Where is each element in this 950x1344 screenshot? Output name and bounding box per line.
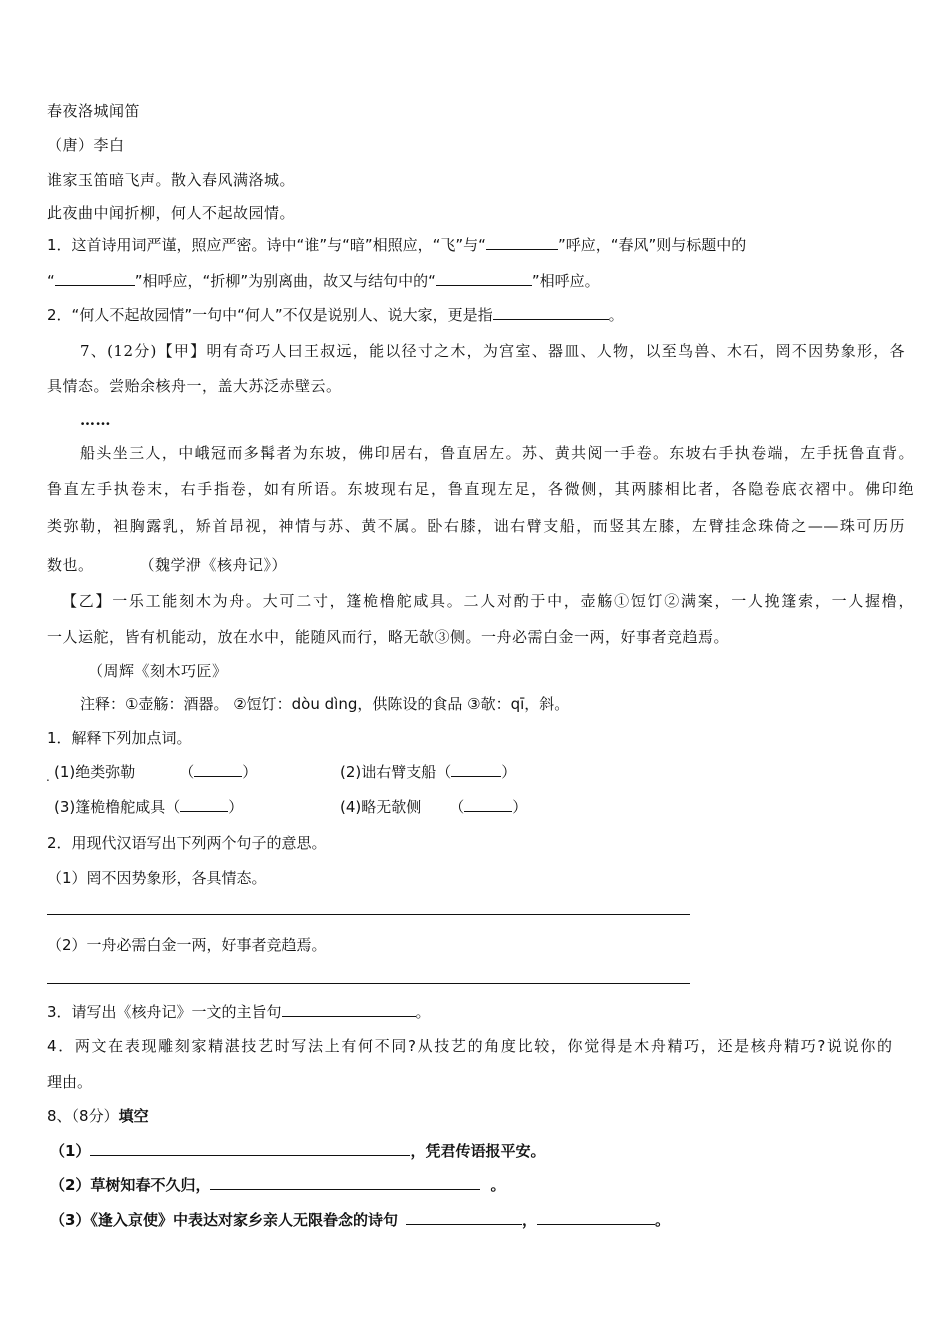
poem-question-1-line-1 — [47, 235, 746, 255]
q1-text-a: 1．这首诗用词严谨，照应严密。诗中“谁”与“暗”相照应，“飞”与“ — [47, 236, 486, 254]
q7-jia-line-1: 7、(12分)【甲】明有奇巧人曰王叔远，能以径寸之木，为宫室、器皿、人物，以至鸟兽、木石，罔不因势象形，各 — [80, 342, 905, 360]
q7-jia-line-5: 类弥勒，袒胸露乳，矫首昂视，神情与苏、黄不属。卧右膝，诎右臂支船，而竖其左膝，左臂挂念珠倚之——珠可历历 — [47, 517, 905, 535]
q7-word-1-blank[interactable] — [194, 762, 242, 777]
paren-close: ） — [242, 763, 258, 781]
q7-word-2-text: (2)诎右臂支船（ — [340, 763, 452, 781]
q8-fill-1-text: ，凭君传语报平安。 — [410, 1142, 546, 1160]
paren-open: （ — [179, 763, 195, 781]
q8-fill-3-comma: ， — [521, 1211, 537, 1229]
q7-word-4 — [340, 797, 527, 817]
q7-word-2-blank[interactable] — [451, 762, 501, 777]
q2-end: 。 — [608, 306, 624, 324]
q8-fill-3-blank-2[interactable] — [537, 1210, 655, 1225]
poem-title: 春夜洛城闻笛 — [47, 102, 141, 120]
q8-fill-2-end: 。 — [490, 1176, 506, 1194]
q7-yi-line-1: 【乙】一乐工能刻木为舟。大可二寸，篷桅橹舵咸具。二人对酌于中，壶觞①饾饤②满案，一人挽篷索，一人握橹， — [62, 592, 914, 610]
paren-close: ） — [501, 763, 517, 781]
q1-text-c: “ — [47, 272, 55, 290]
q8-fill-2-blank[interactable] — [210, 1175, 480, 1190]
q8-fill-3-end: 。 — [654, 1211, 670, 1229]
q7-sub-3-end: 。 — [415, 1003, 431, 1021]
q1-text-b: ”呼应，“春风”则与标题中的 — [557, 236, 747, 254]
q8-fill-3-text: （3）《逢入京使》中表达对家乡亲人无限眷念的诗句 — [50, 1211, 398, 1229]
q7-jia-line-6 — [47, 555, 287, 575]
q7-jia-line-4: 鲁直左手执卷末，右手指卷，如有所语。东坡现右足，鲁直现左足，各微侧，其两膝相比者，各隐卷底衣褶中。佛印绝 — [47, 480, 914, 498]
q1-text-e: ”相呼应。 — [531, 272, 600, 290]
q7-notes: 注释：①壶觞：酒器。 ②饾饤：dòu dìng，供陈设的食品 ③欹：qī，斜。 — [80, 695, 570, 713]
q8-fill-2 — [50, 1175, 505, 1195]
q8-heading — [47, 1106, 149, 1126]
q1-blank-3[interactable] — [436, 271, 532, 286]
q7-sub-2: 2．用现代汉语写出下列两个句子的意思。 — [47, 834, 327, 852]
q7-sentence-2: （2）一舟必需白金一两，好事者竞趋焉。 — [47, 936, 327, 954]
answer-line-1[interactable] — [47, 914, 690, 915]
q7-jia-line-3: 船头坐三人，中峨冠而多髯者为东坡，佛印居右，鲁直居左。苏、黄共阅一手卷。东坡右手执卷端，左手抚鲁直背。 — [80, 444, 914, 462]
q8-fill-1 — [50, 1141, 545, 1161]
q2-blank[interactable] — [493, 305, 609, 320]
q7-word-1-text: (1)绝类弥勒 — [54, 763, 136, 781]
poem-question-2 — [47, 305, 624, 325]
q7-word-3-text: (3)篷桅橹舵咸具（ — [54, 798, 181, 816]
q7-ellipsis: …… — [80, 411, 111, 429]
q7-word-3-blank[interactable] — [180, 797, 228, 812]
q1-blank-1[interactable] — [486, 235, 558, 250]
paren-close: ） — [512, 798, 528, 816]
q1-text-d: ”相呼应，“折柳”为别离曲，故又与结句中的“ — [134, 272, 436, 290]
q7-sub-1: 1．解释下列加点词。 — [47, 729, 192, 747]
q7-yi-source: （周辉《刻木巧匠》 — [88, 662, 228, 680]
paren-close: ） — [228, 798, 244, 816]
q7-word-2 — [340, 762, 516, 782]
q8-fill-3 — [50, 1210, 670, 1230]
q7-sub-4-line-2: 理由。 — [47, 1073, 93, 1091]
q7-yi-line-2: 一人运舵，皆有机能动，放在水中，能随风而行，略无欹③侧。一舟必需白金一两，好事者竞趋焉。 — [47, 628, 730, 646]
q2-text: 2．“何人不起故园情”一句中“何人”不仅是说别人、说大家，更是指 — [47, 306, 493, 324]
poem-line-1: 谁家玉笛暗飞声。散入春风满洛城。 — [47, 171, 296, 189]
q7-sub-3-blank[interactable] — [282, 1002, 416, 1017]
q7-jia-source: （魏学洢《核舟记》） — [139, 556, 288, 574]
q8-heading-text: 8、（8分） — [47, 1107, 119, 1125]
q1-blank-2[interactable] — [55, 271, 135, 286]
q7-sentence-1: （1）罔不因势象形，各具情态。 — [47, 869, 267, 887]
q7-word-3 — [54, 797, 243, 817]
bullet-dot: . — [46, 770, 50, 784]
q7-sub-3 — [47, 1002, 431, 1022]
q8-fill-1-blank[interactable] — [90, 1141, 410, 1156]
poem-line-2: 此夜曲中闻折柳，何人不起故园情。 — [47, 204, 296, 222]
q7-jia-line-2: 具情态。尝贻余核舟一，盖大苏泛赤壁云。 — [47, 377, 342, 395]
q7-sub-4-line-1: 4．两文在表现雕刻家精湛技艺时写法上有何不同?从技艺的角度比较，你觉得是木舟精巧，还是核舟精巧?说说你的 — [47, 1037, 892, 1055]
q7-word-4-blank[interactable] — [464, 797, 512, 812]
q8-fill-3-blank-1[interactable] — [406, 1210, 522, 1225]
q7-word-1 — [54, 762, 257, 782]
paren-open: （ — [449, 798, 465, 816]
q7-jia-line-6-text: 数也。 — [47, 556, 94, 574]
q7-sub-3-text: 3．请写出《核舟记》一文的主旨句 — [47, 1003, 282, 1021]
q8-fill-1-num: （1） — [50, 1142, 91, 1160]
answer-line-2[interactable] — [47, 983, 690, 984]
poem-question-1-line-2 — [47, 271, 600, 291]
q7-word-4-text: (4)略无欹侧 — [340, 798, 422, 816]
poem-author: （唐）李白 — [47, 136, 125, 154]
q8-fill-2-text: （2）草树知春不久归， — [50, 1176, 211, 1194]
q8-heading-bold: 填空 — [118, 1107, 149, 1125]
